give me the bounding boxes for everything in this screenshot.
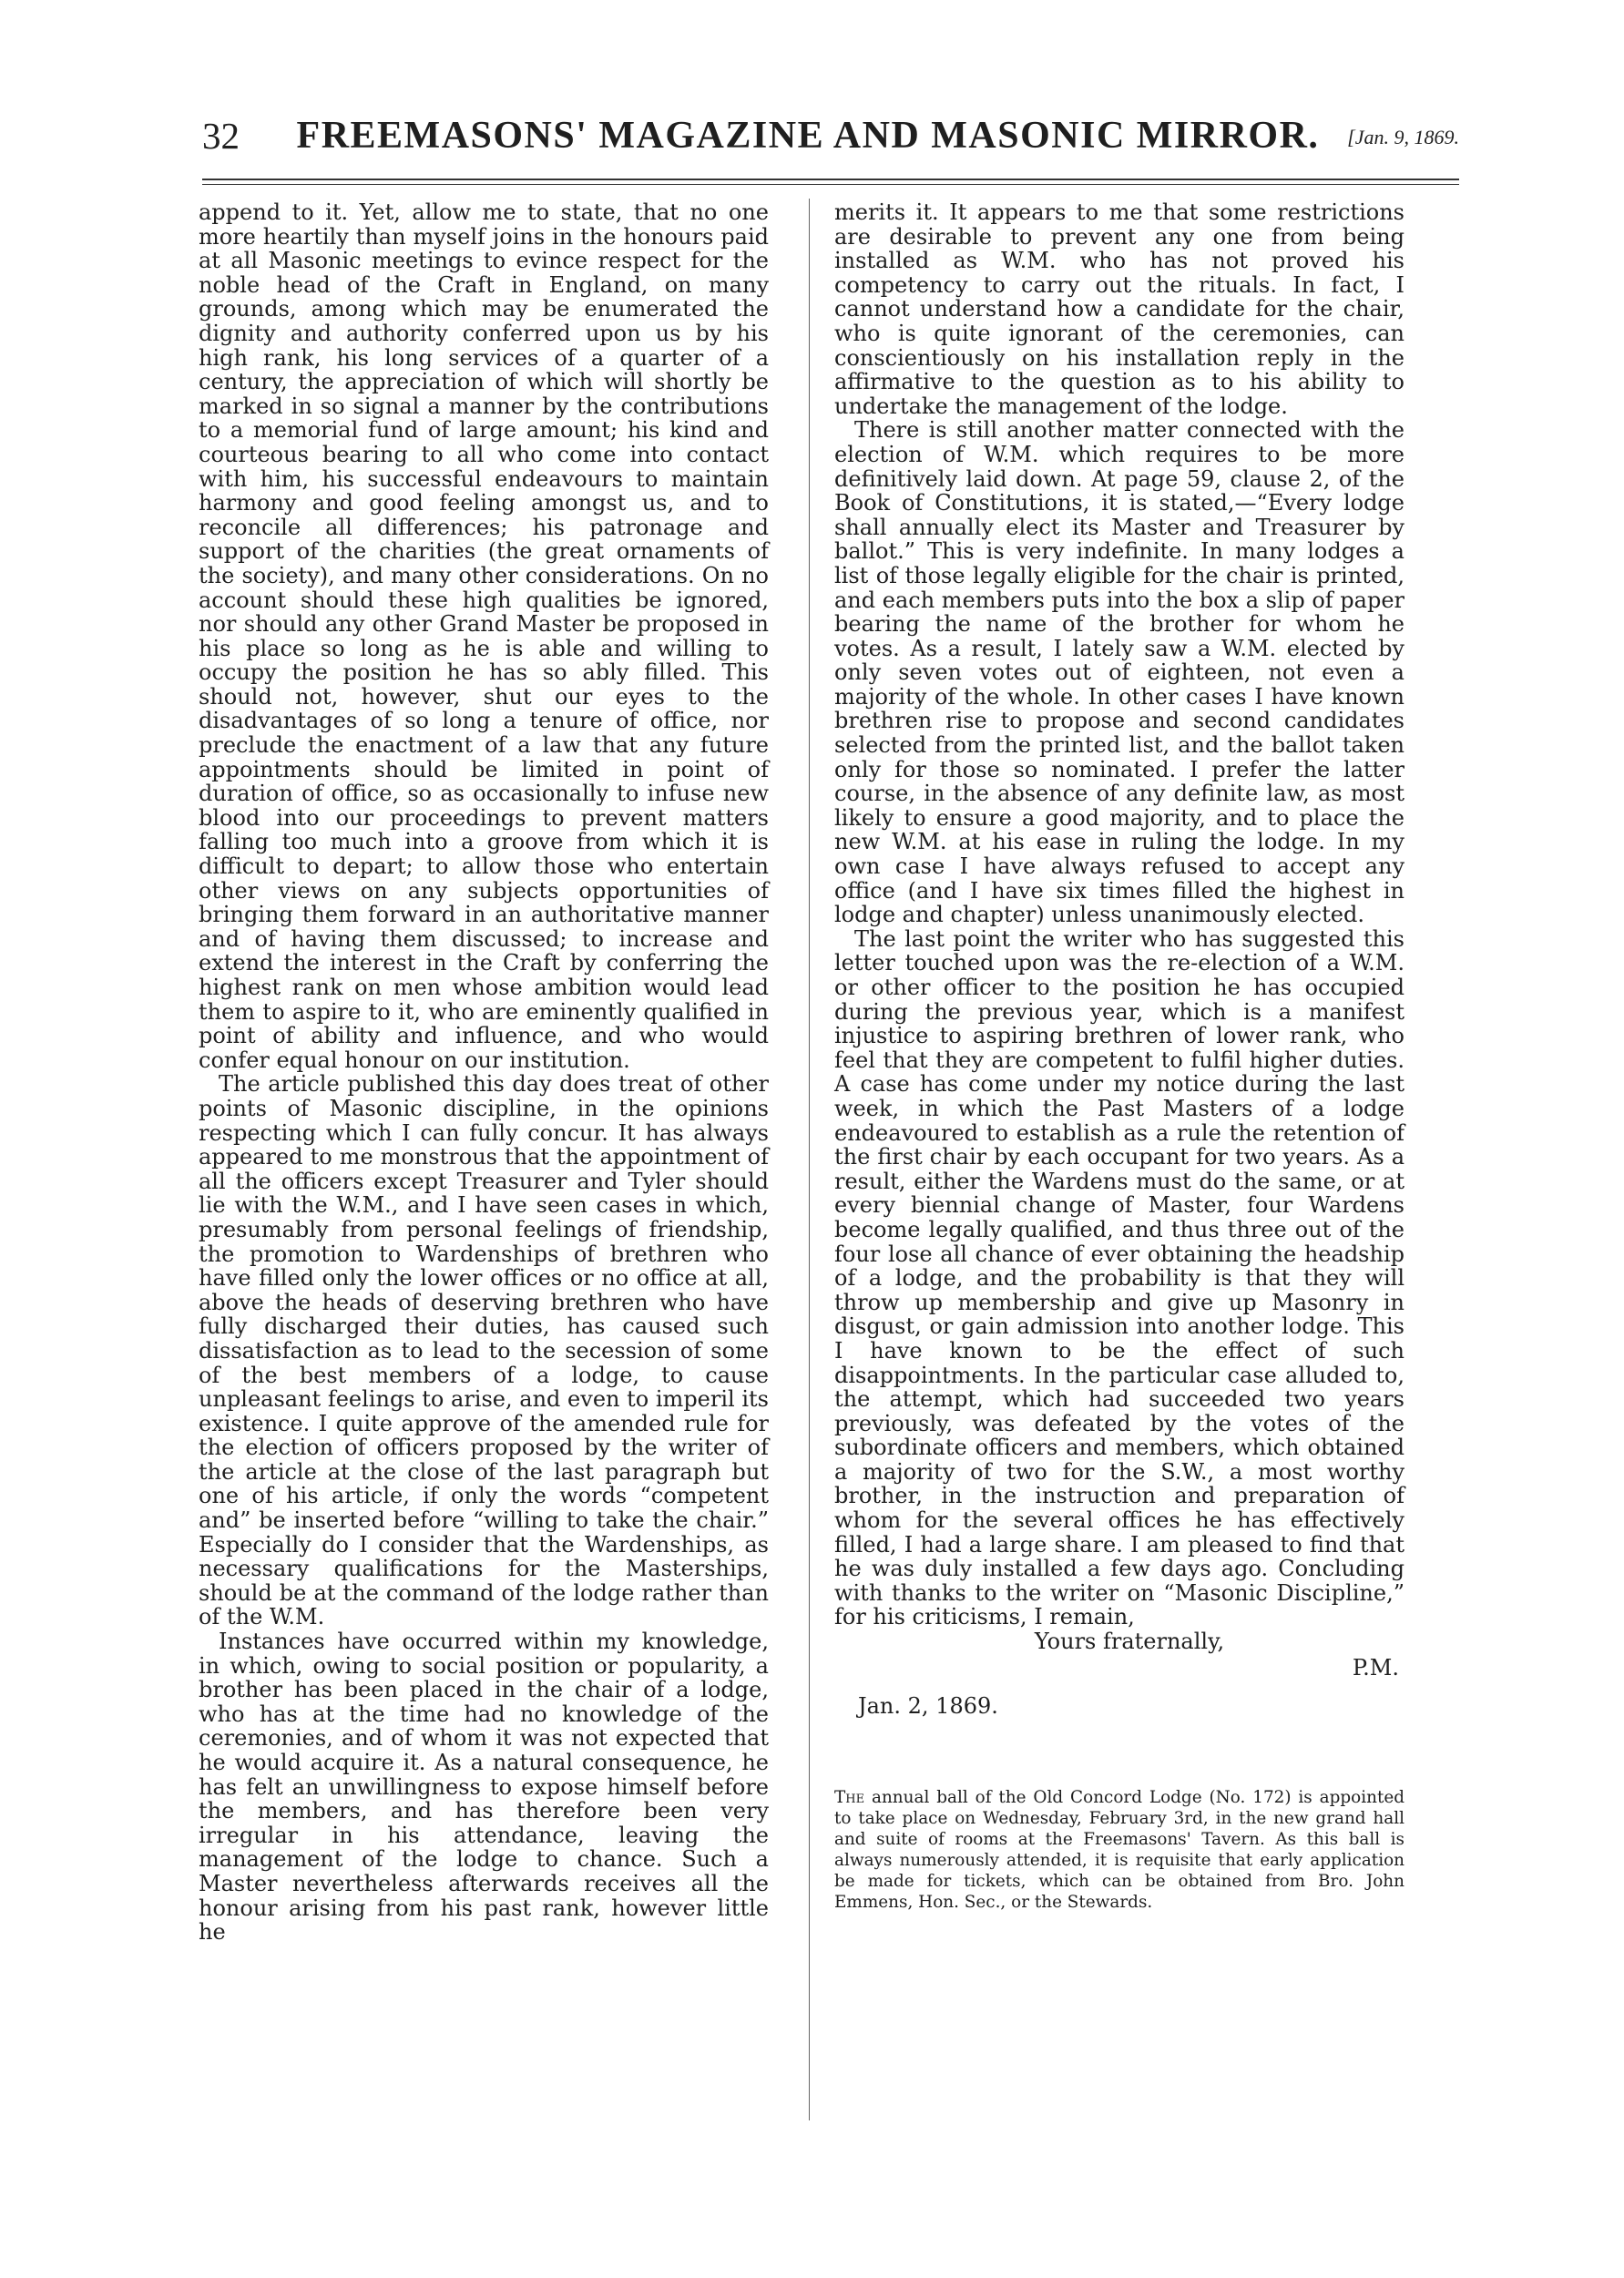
signature-row [834, 1656, 1404, 1692]
letter-paragraph: There is still another matter connected with the election of W.M. which requires to be more definitively laid down. At page 59, clause 2, of the Book of Constitutions, it is stated,—“Every lodge shall annually elect its Master and Treasurer by ballot.” This is very indefinite. In many lodges a list of those legally eligible for the chair is printed, and each members puts into the box a slip of paper bearing the name of the brother for whom he votes. As a result, I lately saw a W.M. elected by only seven votes out of eighteen, not even a majority of the whole. In other cases I have known brethren rise to propose and second candidates selected from the printed list, and the ballot taken only for those so nominated. I prefer the latter course, in the absence of any definite law, as most likely to ensure a good majority, and to place the new W.M. at his ease in ruling the lodge. In my own case I have always refused to accept any office (and I have six times filled the highest in lodge and chapter) unless unanimously elected. [834, 417, 1404, 928]
column-divider [809, 199, 810, 2120]
issue-date: [Jan. 9, 1869. [1347, 126, 1459, 148]
letter-paragraph: The last point the writer who has suggested this letter touched upon was the re-election of a W.M. or other officer to the position he has occupied during the previous year, which is a manifest injustice to aspiring brethren of lower rank, who feel that they are competent to fulfil higher duties. A case has come under my notice during the last week, in which the Past Masters of a lodge endeavoured to establish as a rule the retention of the first chair by each occupant for two years. As a result, either the Wardens must do the same, or at every biennial change of Master, four Wardens become legally qualified, and thus three out of the four lose all chance of ever obtaining the headship of a lodge, and the probability is that they will throw up membership and give up Masonry in disgust, or gain admission into another lodge. This I have known to be the effect of such disappointments. In the particular case alluded to, the attempt, which had succeeded two years previously, was defeated by the votes of the subordinate officers and members, which obtained a majority of two for the S.W., a most worthy brother, in the instruction and preparation of whom for the several offices he has effectively filled, I had a large share. I am pleased to find that he was duly installed a few days ago. Concluding with thanks to the writer on “Masonic Discipline,” for his criticisms, I remain, [834, 925, 1404, 1630]
letter-paragraph: Instances have occurred within my knowledge, in which, owing to social position or popularity, a brother has been placed in the chair of a lodge, who has at the time had no knowledge of the ceremonies, and of whom it was not expected that he would acquire it. As a natural consequence, he has felt an unwillingness to expose himself before the members, and has therefore been very irregular in his attendance, leaving the management of the lodge to chance. Such a Master nevertheless afterwards receives all the honour arising from his past rank, however little he [199, 1629, 769, 1946]
letter-paragraph: The article published this day does treat of other points of Masonic discipline, in the opinions respecting which I can fully concur. It has always appeared to me monstrous that the appointment of all the officers except Treasurer and Tyler should lie with the W.M., and I have seen cases in which, presumably from personal feelings of friendship, the promotion to Wardenships of brethren who have filled only the lower offices or no office at all, above the heads of deserving brethren who have fully discharged their duties, has caused such dissatisfaction as to lead to the secession of some of the best members of a lodge, to cause unpleasant feelings to arise, and even to imperil its existence. I quite approve of the amended rule for the election of officers proposed by the writer of the article at the close of the last paragraph but one of his article, if only the words “competent and” be inserted before “willing to take the chair.” Especially do I consider that the Wardenships, as necessary qualifications for the Masterships, should be at the command of the lodge rather than of the W.M. [199, 1071, 769, 1630]
letter-paragraph: merits it. It appears to me that some restrictions are desirable to prevent any one from being installed as W.M. who has not proved his competency to carry out the rituals. In fact, I cannot understand how a candidate for the chair, who is quite ignorant of the ceremonies, can conscientiously on his installation reply in the affirmative to the question as to his ability to undertake the management of the lodge. [834, 199, 1404, 419]
journal-title: FREEMASONS' MAGAZINE AND MASONIC MIRROR. [296, 115, 1320, 157]
header-rule-thin [202, 184, 1459, 185]
date-row [834, 1694, 1404, 1740]
letter-closing: Yours fraternally, [1034, 1629, 1225, 1655]
notice-text: annual ball of the Old Concord Lodge (No. 172) is appointed to take place on Wednesday, February 3rd, in the new grand hall and suite of rooms at the Freemasons' Tavern. As this ball is always numerously attended, it is requisite that early application be made for tickets, which can be obtained from Bro. John Emmens, Hon. Sec., or the Stewards. [834, 1787, 1404, 1912]
right-column [834, 200, 1404, 1913]
header-rule [202, 179, 1459, 180]
page-number: 32 [202, 115, 240, 157]
letter-paragraph: append to it. Yet, allow me to state, that no one more heartily than myself joins in the honours paid at all Masonic meetings to evince respect for the noble head of the Craft in England, on many grounds, among which may be enumerated the dignity and authority conferred upon us by his high rank, his long services of a quarter of a century, the appreciation of which will shortly be marked in so signal a manner by the contributions to a memorial fund of large amount; his kind and courteous bearing to all who come into contact with him, his successful endeavours to maintain harmony and good feeling amongst us, and to reconcile all differences; his patronage and support of the charities (the great ornaments of the society), and many other considerations. On no account should these high qualities be ignored, nor should any other Grand Master be proposed in his place so long as he is able and willing to occupy the position he has so ably filled. This should not, however, shut our eyes to the disadvantages of so long a tenure of office, nor preclude the enactment of a law that any future appointments should be limited in point of duration of office, so as occasionally to infuse new blood into our proceedings to prevent matters falling too much into a groove from which it is difficult to depart; to allow those who entertain other views on any subjects opportunities of bringing them forward in an authoritative manner and of having them discussed; to increase and extend the interest in the Craft by conferring the highest rank on men whose ambition would lead them to aspire to it, who are eminently qualified in point of ability and influence, and who would confer equal honour on our institution. [199, 199, 769, 1073]
notice-lead: The [834, 1787, 865, 1807]
ball-notice [834, 1787, 1404, 1913]
page-header [202, 113, 1459, 177]
letter-date: Jan. 2, 1869. [858, 1692, 998, 1719]
left-column [199, 200, 769, 1945]
letter-signature: P.M. [1352, 1654, 1399, 1680]
